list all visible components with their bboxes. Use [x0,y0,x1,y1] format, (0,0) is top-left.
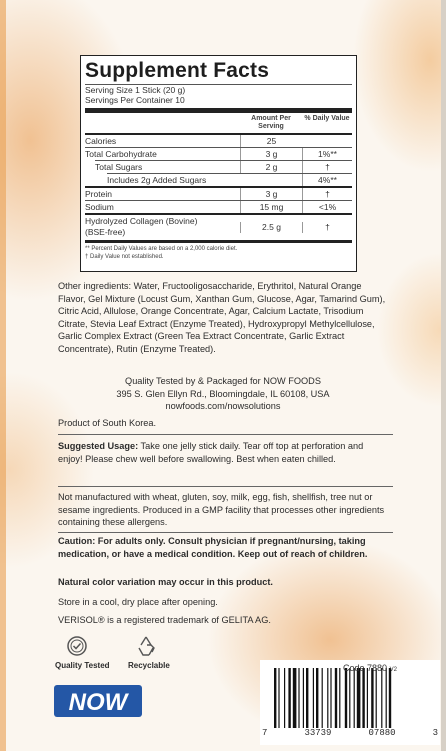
barcode-bar [330,668,331,728]
barcode-bar [306,668,308,728]
quality-statement [38,375,408,413]
recyclable-label: Recyclable [128,661,170,670]
barcode-bar [293,668,297,728]
quality-website: nowfoods.com/nowsolutions [165,401,281,411]
recycle-icon [131,634,161,658]
barcode-bar [298,668,299,728]
barcode-bar [389,668,391,728]
barcode-bar [339,668,340,728]
barcode-bar [362,668,364,728]
facts-row-sodium: Sodium 15 mg <1% [85,201,352,213]
divider [58,434,393,435]
suggested-usage [58,440,388,465]
barcode-bar [386,668,387,728]
barcode-bar [303,668,304,728]
facts-row-collagen: Hydrolyzed Collagen (Bovine) (BSE-free) 2.5 g † [85,215,352,239]
quality-tested-icon [62,634,92,658]
barcode-bar [371,668,373,728]
barcode-bar [376,668,377,728]
barcode-bar [278,668,279,728]
barcode [274,668,424,728]
serving-size: Serving Size 1 Stick (20 g) [85,85,186,95]
supplement-facts-panel [80,55,357,272]
now-logo [54,685,142,717]
storage-note: Store in a cool, dry place after opening. [58,597,218,607]
package-edge-left [0,0,6,751]
other-ingredients: Other ingredients: Water, Fructooligosaccharide, Erythritol, Natural Orange Flavor, Gel Mixture (Locust Gum, Xanthan Gum, Glucose, Agar, Tamarind Gum), Citric Acid, Allulose, Orange Concentrate, Agar, Calcium Lactate, Trisodium Citrate, Stevia Leaf Extract (Enzyme Treated), Hydroxypropyl Methylcellulose, Garlic Complex Extract (Green Tea Extract Concentrate, Garlic Extract Concentrate), Rutin (Enzyme Treated). [58,281,386,354]
barcode-bar [367,668,368,728]
barcode-bar [345,668,347,728]
barcode-bar [322,668,323,728]
trademark-note: VERISOL® is a registered trademark of GELITA AG. [58,615,271,625]
now-logo-text: NOW [68,689,128,716]
daily-value-column-header: % Daily Value [304,115,350,122]
footnote-not-established: † Daily Value not established. [85,254,164,260]
quality-line-1: Quality Tested by & Packaged for NOW FOODS [125,376,321,386]
barcode-bar [357,668,361,728]
barcode-bar [349,668,350,728]
barcode-bar [284,668,285,728]
suggested-usage-label: Suggested Usage: [58,441,139,451]
caution-statement: Caution: For adults only. Consult physician if pregnant/nursing, taking medication, or have a medical condition. Keep out of reach of children. [58,536,368,559]
facts-header-row [85,113,352,133]
facts-row-total-sugars: Total Sugars 2 g † [85,161,352,173]
suggested-usage-text: Take one jelly stick daily. Tear off top at perforation and enjoy! Please chew well before swallowing. Best when eaten chilled. [58,441,364,464]
allergen-statement: Not manufactured with wheat, gluten, soy, milk, egg, fish, shellfish, tree nut or sesame ingredients. Produced in a GMP facility that processes other ingredients containing these allergens. [58,492,385,527]
barcode-bar [316,668,318,728]
barcode-bar [327,668,328,728]
barcode-bar [335,668,337,728]
barcode-digits: 7 33739 07880 3 [262,728,438,738]
amount-column-header: Amount Per Serving [251,115,291,130]
barcode-bar [354,668,355,728]
facts-row-added-sugars: Includes 2g Added Sugars 4%** [85,174,352,186]
divider [58,532,393,533]
barcode-bar [381,668,382,728]
divider [58,486,393,487]
product-code: Code 7880 V2 [343,663,397,673]
supplement-facts-title: Supplement Facts [85,59,270,82]
quality-address: 395 S. Glen Ellyn Rd., Bloomingdale, IL 60108, USA [116,388,330,399]
servings-per-container: Servings Per Container 10 [85,95,185,105]
country-of-origin: Product of South Korea. [58,418,157,428]
quality-tested-label: Quality Tested [55,661,110,670]
barcode-bar [274,668,276,728]
barcode-bar [313,668,314,728]
facts-row-protein: Protein 3 g † [85,188,352,200]
footnote-daily-values: ** Percent Daily Values are based on a 2,000 calorie diet. [85,246,238,252]
color-variation-note: Natural color variation may occur in this product. [58,577,273,587]
package-edge-right [441,0,446,751]
facts-row-total-carbohydrate: Total Carbohydrate 3 g 1%** [85,148,352,160]
facts-row-calories: Calories 25 [85,135,352,147]
barcode-bar [288,668,290,728]
